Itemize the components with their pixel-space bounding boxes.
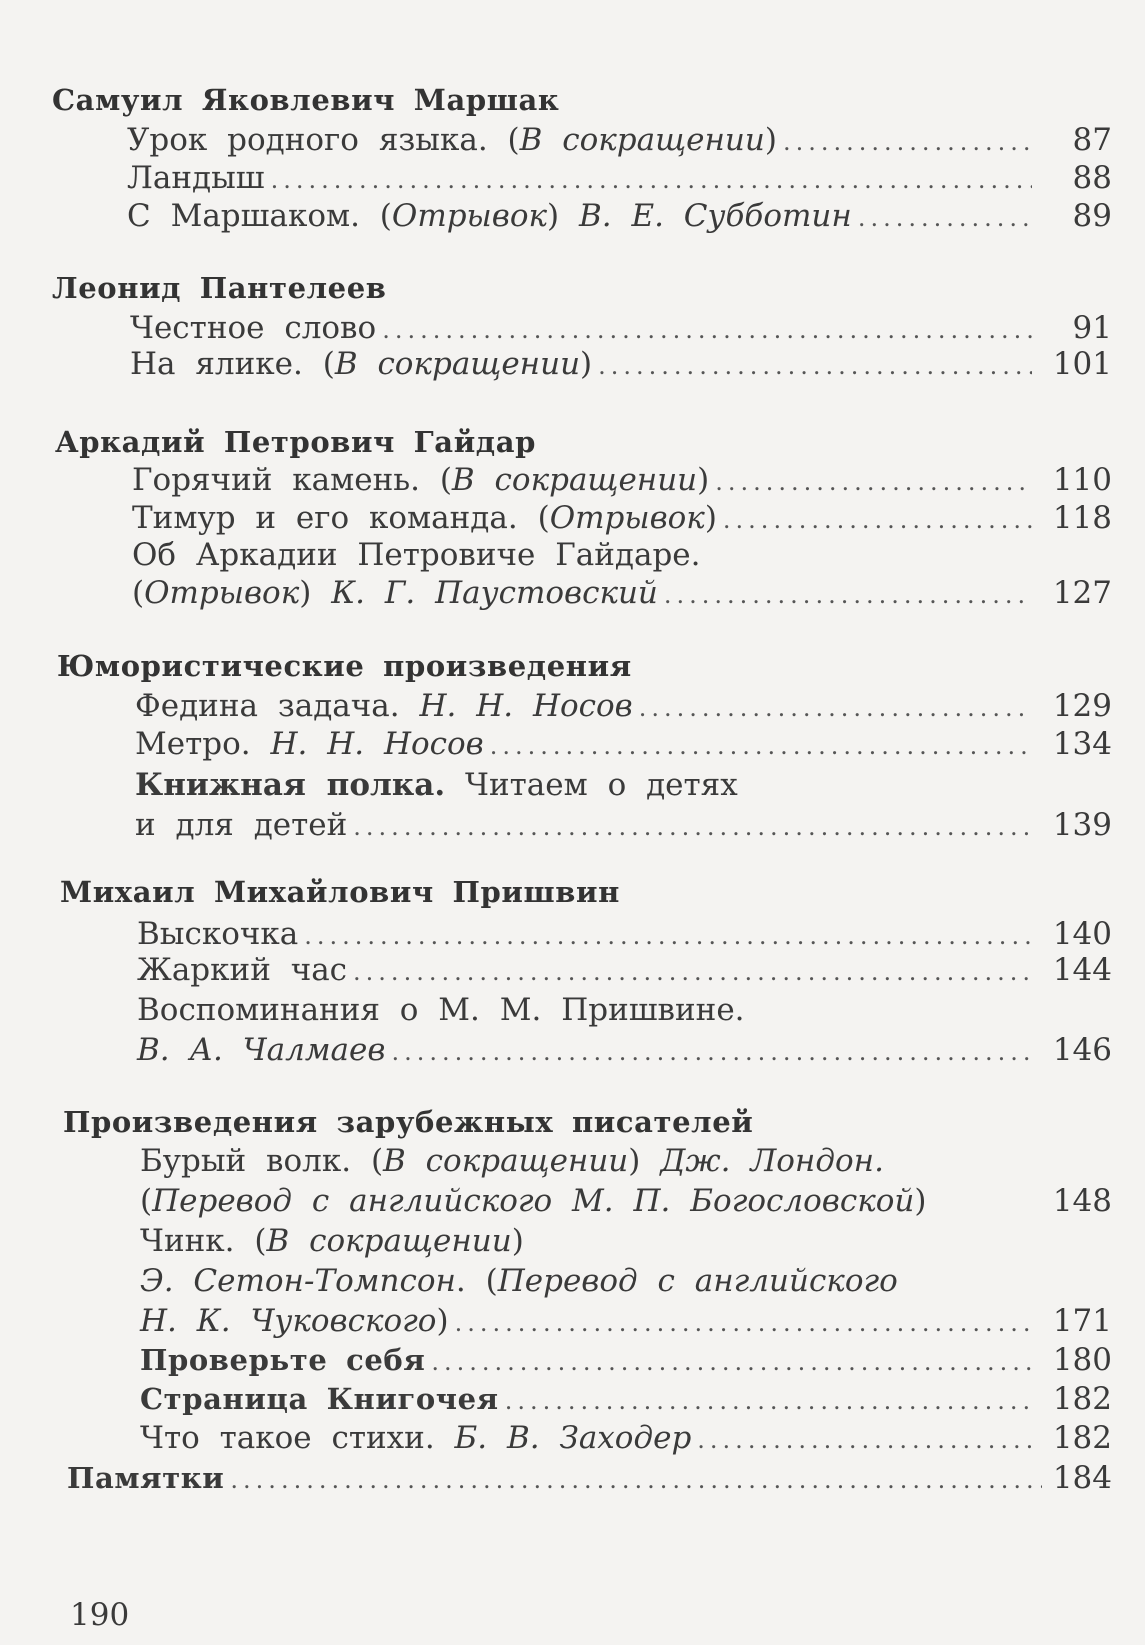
dot-leader — [230, 1460, 1042, 1500]
dot-leader — [639, 688, 1032, 728]
toc-entry[interactable] — [135, 724, 1032, 766]
text-part: Страница Книгочея — [140, 1382, 499, 1416]
text-part: В сокращении — [266, 1223, 512, 1259]
toc-entry[interactable] — [135, 686, 1032, 728]
text-part: Урок родного языка. ( — [127, 122, 520, 158]
toc-entry[interactable] — [140, 1379, 1032, 1421]
page-ref: 129 — [1052, 688, 1112, 724]
text-part: Отрывок — [391, 198, 548, 234]
section-title: Михаил Михайлович Пришвин — [60, 875, 620, 909]
text-part: ) — [436, 1303, 449, 1339]
toc-entry[interactable] — [132, 498, 1032, 540]
text-part: В сокращении — [519, 122, 765, 158]
toc-entry-line — [140, 1141, 884, 1181]
toc-entry-line — [137, 990, 745, 1030]
dot-leader — [715, 462, 1032, 502]
toc-entry[interactable] — [135, 805, 1032, 847]
dot-leader — [391, 1032, 1032, 1072]
page-ref: 182 — [1052, 1381, 1112, 1417]
page-ref: 87 — [1072, 122, 1112, 158]
section-title: Памятки — [67, 1461, 225, 1495]
toc-entry-line — [140, 1261, 898, 1301]
text-part: В сокращении — [451, 462, 698, 498]
page-ref: 144 — [1052, 952, 1112, 988]
text-part: ) — [580, 346, 593, 382]
page-ref: 171 — [1052, 1303, 1112, 1339]
dot-leader — [353, 807, 1032, 847]
toc-entry[interactable] — [127, 158, 1032, 200]
text-part: Честное слово — [130, 310, 377, 346]
dot-leader — [783, 122, 1032, 162]
page-ref: 148 — [1052, 1183, 1112, 1219]
page-number: 190 — [70, 1597, 130, 1633]
text-part: Выскочка — [137, 916, 299, 952]
text-part: Что такое стихи. — [140, 1420, 455, 1456]
text-part: Перевод с английского М. П. Богословской — [152, 1183, 915, 1219]
text-part: Читаем о детях — [445, 767, 738, 803]
toc-entry[interactable] — [132, 460, 1032, 502]
text-part: К. Г. Паустовский — [331, 575, 658, 611]
page-ref: 180 — [1052, 1342, 1112, 1378]
page-ref: 89 — [1072, 198, 1112, 234]
page-ref: 146 — [1052, 1032, 1112, 1068]
text-part: ) — [764, 122, 777, 158]
text-part: Н. Н. Носов — [419, 688, 633, 724]
text-part: Книжная полка. — [135, 767, 446, 803]
section-title: Самуил Яковлевич Маршак — [52, 83, 560, 117]
text-part: Федина задача. — [135, 688, 420, 724]
dot-leader — [353, 952, 1032, 992]
text-part: С Маршаком. ( — [127, 198, 392, 234]
section-title: Произведения зарубежных писателей — [63, 1105, 754, 1139]
text-part: и для детей — [135, 807, 348, 843]
text-part: Бурый волк. ( — [140, 1143, 384, 1179]
text-part: ) — [914, 1183, 927, 1219]
text-part: Метро. — [135, 726, 271, 762]
text-part: Отрывок — [144, 575, 300, 611]
page-ref: 101 — [1052, 346, 1112, 382]
toc-entry[interactable] — [132, 573, 1032, 615]
dot-leader — [723, 500, 1032, 540]
toc-entry[interactable] — [130, 344, 1032, 386]
toc-entry[interactable] — [140, 1181, 926, 1221]
text-part: ) — [299, 575, 332, 611]
section-title: Аркадий Петрович Гайдар — [55, 425, 536, 459]
text-part: Тимур и его команда. ( — [132, 500, 550, 536]
text-part: В. Е. Субботин — [578, 198, 852, 234]
section-title: Леонид Пантелеев — [52, 271, 387, 305]
text-part: На ялике. ( — [130, 346, 335, 382]
page-ref: 139 — [1052, 807, 1112, 843]
page-ref: 118 — [1052, 500, 1112, 536]
text-part: . ( — [455, 1263, 498, 1299]
text-part: Н. Н. Носов — [270, 726, 484, 762]
page-ref: 91 — [1072, 310, 1112, 346]
dot-leader — [505, 1381, 1032, 1421]
text-part: Чинк. ( — [140, 1223, 267, 1259]
text-part: ) — [511, 1223, 524, 1259]
toc-entry[interactable] — [140, 1301, 1032, 1343]
text-part: ( — [140, 1183, 153, 1219]
page-ref: 184 — [1052, 1460, 1112, 1496]
dot-leader — [271, 160, 1032, 200]
page-ref: 140 — [1052, 916, 1112, 952]
toc-entry[interactable] — [127, 120, 1032, 162]
text-part: Воспоминания о М. М. Пришвине. — [137, 992, 745, 1028]
text-part: ) — [547, 198, 579, 234]
dot-leader — [598, 346, 1032, 386]
text-part: Жаркий час — [137, 952, 348, 988]
toc-entry[interactable] — [137, 1030, 1032, 1072]
text-part: ) — [628, 1143, 661, 1179]
text-part: Б. В. Заходер — [454, 1420, 692, 1456]
page-ref: 88 — [1072, 160, 1112, 196]
text-part: Перевод с английского — [497, 1263, 898, 1299]
page-ref: 127 — [1052, 575, 1112, 611]
text-part: Ландыш — [127, 160, 265, 196]
toc-entry[interactable] — [127, 196, 1032, 238]
dot-leader — [697, 1420, 1032, 1460]
text-part: В сокращении — [334, 346, 581, 382]
toc-entry-line — [132, 535, 701, 575]
dot-leader — [455, 1303, 1032, 1343]
text-part: В сокращении — [383, 1143, 629, 1179]
toc-entry-line — [135, 765, 738, 805]
text-part: Проверьте себя — [140, 1343, 426, 1377]
text-part: Об Аркадии Петровиче Гайдаре. — [132, 537, 701, 573]
text-part: ) — [697, 462, 710, 498]
text-part: Э. Сетон-Томпсон — [140, 1263, 456, 1299]
dot-leader — [858, 198, 1032, 238]
toc-entry-memos[interactable] — [67, 1458, 1042, 1500]
text-part: В. А. Чалмаев — [137, 1032, 386, 1068]
toc-entry[interactable] — [137, 950, 1032, 992]
text-part: Отрывок — [549, 500, 705, 536]
section-title: Юмористические произведения — [57, 649, 632, 683]
toc-entry[interactable] — [140, 1418, 1032, 1460]
page-ref: 110 — [1052, 462, 1112, 498]
dot-leader — [490, 726, 1032, 766]
page-ref: 134 — [1052, 726, 1112, 762]
toc-entry-line — [140, 1221, 524, 1261]
dot-leader — [431, 1342, 1032, 1382]
dot-leader — [664, 575, 1032, 615]
text-part: Дж. Лондон. — [660, 1143, 884, 1179]
text-part: ( — [132, 575, 145, 611]
text-part: ) — [704, 500, 717, 536]
page-ref: 182 — [1052, 1420, 1112, 1456]
toc-entry[interactable] — [140, 1340, 1032, 1382]
text-part: Н. К. Чуковского — [140, 1303, 437, 1339]
text-part: Горячий камень. ( — [132, 462, 452, 498]
